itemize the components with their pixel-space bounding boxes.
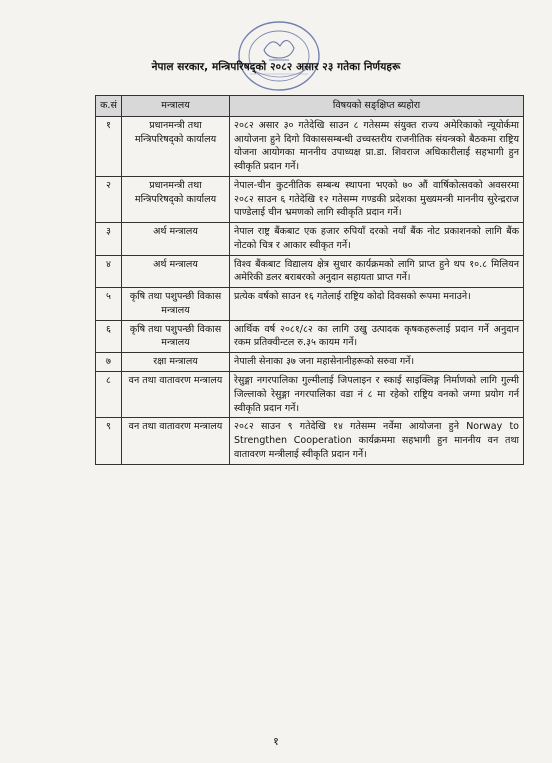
- table-row: [96, 353, 524, 372]
- ministry-cell: प्रधानमन्त्री तथा मन्त्रिपरिषद्‌को कार्यालय: [122, 116, 230, 176]
- serial-number-cell: ८: [96, 372, 122, 418]
- table-row: [96, 255, 524, 288]
- serial-number-cell: ९: [96, 418, 122, 464]
- summary-cell: नेपाली सेनाका ३७ जना महासेनानीहरूको सरुवा गर्ने।: [230, 353, 524, 372]
- serial-number-cell: १: [96, 116, 122, 176]
- ministry-cell: वन तथा वातावरण मन्त्रालय: [122, 418, 230, 464]
- summary-cell: २०८२ असार ३० गतेदेखि साउन ८ गतेसम्म संयुक्त राज्य अमेरिकाको न्यूयोर्कमा आयोजना हुने दिगो विकाससम्बन्धी उच्चस्तरीय राजनीतिक संयन्त्रको बैठकमा राष्ट्रिय योजना आयोगका माननीय उपाध्यक्ष प्रा.डा. शिवराज अधिकारीलाई सहभागी हुन स्वीकृति प्रदान गर्ने।: [230, 116, 524, 176]
- table-row: [96, 223, 524, 256]
- summary-cell: प्रत्येक वर्षको साउन १६ गतेलाई राष्ट्रिय कोदो दिवसको रूपमा मनाउने।: [230, 288, 524, 321]
- summary-cell: नेपाल-चीन कुटनीतिक सम्बन्ध स्थापना भएको ७० औं वार्षिकोत्सवको अवसरमा २०८२ साउन ६ गतेदेखि १२ गतेसम्म गण्डकी प्रदेशका मुख्यमन्त्री माननीय सुरेन्द्रराज पाण्डेलाई चीन भ्रमणको लागि स्वीकृति प्रदान गर्ने।: [230, 176, 524, 222]
- document-title: नेपाल सरकार, मन्त्रिपरिषद्‌को २०८२ असार २३ गतेका निर्णयहरू: [151, 61, 401, 73]
- government-seal-stamp: [236, 20, 322, 96]
- decisions-table: [95, 95, 524, 465]
- ministry-cell: अर्थ मन्त्रालय: [122, 255, 230, 288]
- serial-number-cell: ६: [96, 320, 122, 353]
- table-row: [96, 288, 524, 321]
- serial-number-cell: २: [96, 176, 122, 222]
- table-row: [96, 116, 524, 176]
- table-header-row: [96, 96, 524, 117]
- summary-cell: आर्थिक वर्ष २०८१/८२ का लागि उखु उत्पादक कृषकहरूलाई प्रदान गर्ने अनुदान रकम प्रतिक्वीन्टल रु.३५ कायम गर्ने।: [230, 320, 524, 353]
- ministry-cell: कृषि तथा पशुपन्छी विकास मन्त्रालय: [122, 320, 230, 353]
- serial-number-cell: ४: [96, 255, 122, 288]
- serial-number-cell: ३: [96, 223, 122, 256]
- table-row: [96, 320, 524, 353]
- ministry-cell: वन तथा वातावरण मन्त्रालय: [122, 372, 230, 418]
- table-row: [96, 176, 524, 222]
- summary-cell: रेसुङ्गा नगरपालिका गुल्मीलाई जिपलाइन र स्काई साइक्लिङ्ग निर्माणको लागि गुल्मी जिल्लाको रेसुङ्गा नगरपालिका वडा नं ८ मा रहेको राष्ट्रिय वनको जग्गा प्रयोग गर्न स्वीकृति प्रदान गर्ने।: [230, 372, 524, 418]
- ministry-cell: अर्थ मन्त्रालय: [122, 223, 230, 256]
- header-serial-number: क.सं: [96, 96, 122, 117]
- summary-cell: विश्व बैंकबाट विद्यालय क्षेत्र सुधार कार्यक्रमको लागि प्राप्त हुने थप १०.८ मिलियन अमेरिकी डलर बराबरको अनुदान सहायता प्राप्त गर्ने।: [230, 255, 524, 288]
- serial-number-cell: ५: [96, 288, 122, 321]
- table-row: [96, 372, 524, 418]
- summary-cell: २०८२ साउन ९ गतेदेखि १४ गतेसम्म नर्वेमा आयोजना हुने Norway to Strengthen Cooperation कार्यक्रममा सहभागी हुन माननीय वन तथा वातावरण मन्त्रीलाई स्वीकृति प्रदान गर्ने।: [230, 418, 524, 464]
- ministry-cell: रक्षा मन्त्रालय: [122, 353, 230, 372]
- serial-number-cell: ७: [96, 353, 122, 372]
- ministry-cell: कृषि तथा पशुपन्छी विकास मन्त्रालय: [122, 288, 230, 321]
- header-ministry: मन्त्रालय: [122, 96, 230, 117]
- page-number: १: [273, 735, 279, 748]
- table-row: [96, 418, 524, 464]
- ministry-cell: प्रधानमन्त्री तथा मन्त्रिपरिषद्‌को कार्यालय: [122, 176, 230, 222]
- header-summary: विषयको सङ्क्षिप्त ब्यहोरा: [230, 96, 524, 117]
- summary-cell: नेपाल राष्ट्र बैंकबाट एक हजार रुपियाँ दरको नयाँ बैंक नोट प्रकाशनको लागि बैंक नोटको चित्र र आकार स्वीकृत गर्ने।: [230, 223, 524, 256]
